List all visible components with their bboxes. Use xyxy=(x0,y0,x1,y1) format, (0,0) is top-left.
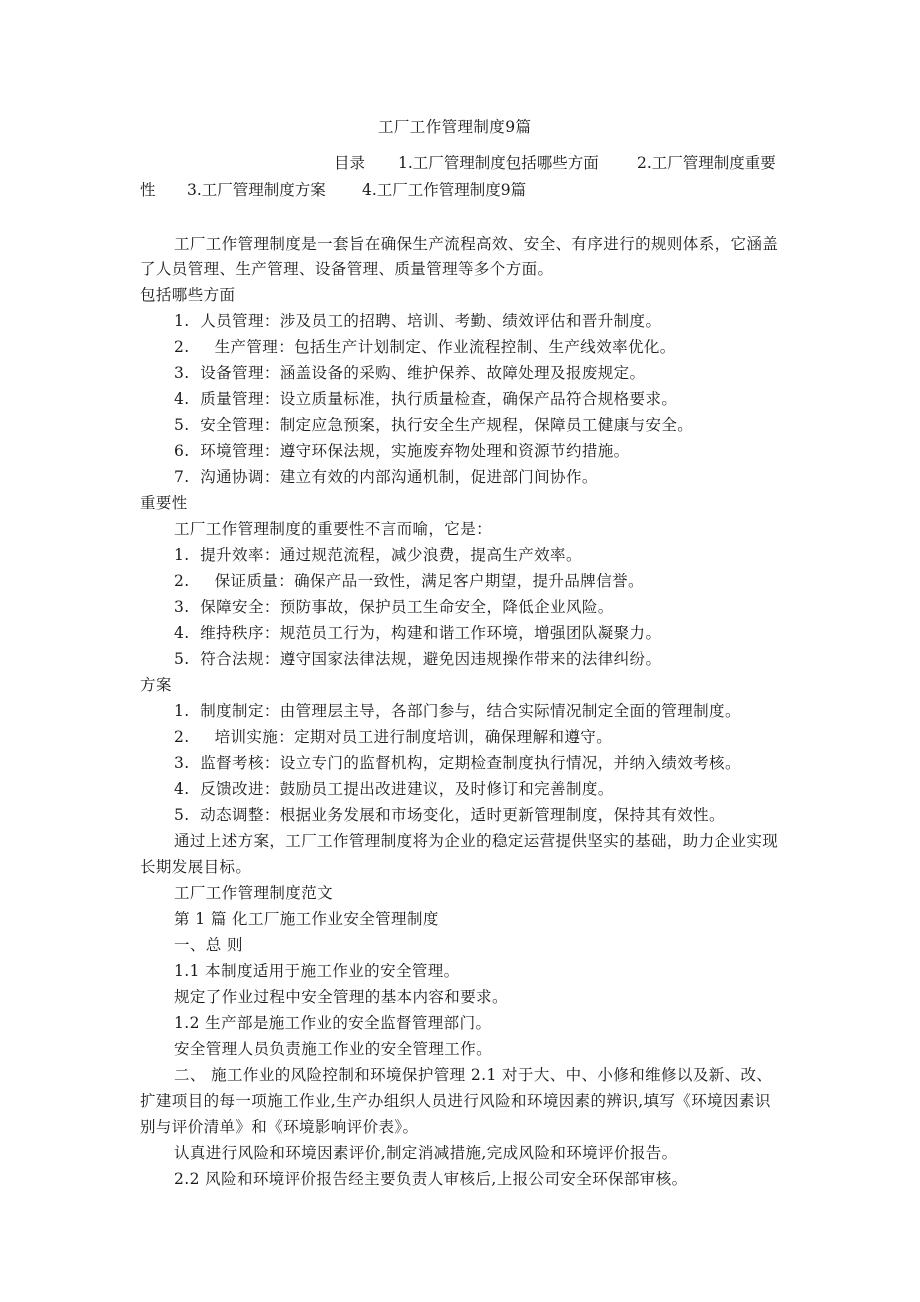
plan-conclusion-line-1: 通过上述方案，工厂工作管理制度将为企业的稳定运营提供坚实的基础，助力企业实现 xyxy=(174,832,779,850)
list-number: 5. xyxy=(174,806,190,824)
list-number: 4. xyxy=(174,624,190,642)
list-text: 保障安全：预防事故，保护员工生命安全，降低企业风险。 xyxy=(200,598,614,616)
list-text: 反馈改进：鼓励员工提出改进建议，及时修订和完善制度。 xyxy=(200,780,614,798)
list-text: 沟通协调：建立有效的内部沟通机制，促进部门间协作。 xyxy=(200,468,598,486)
list-text: 环境管理：遵守环保法规，实施废弃物处理和资源节约措施。 xyxy=(200,442,630,460)
list-text: 监督考核：设立专门的监督机构，定期检查制度执行情况，并纳入绩效考核。 xyxy=(200,754,741,772)
importance-list-item xyxy=(174,648,661,670)
list-number: 3. xyxy=(174,364,190,382)
importance-list-item xyxy=(174,622,661,644)
section-heading-plan: 方案 xyxy=(140,676,172,694)
sample-heading: 工厂工作管理制度范文 xyxy=(174,884,334,902)
chapter-title: 第 1 篇 化工厂施工作业安全管理制度 xyxy=(174,910,439,928)
plan-list-item xyxy=(174,726,612,748)
toc-item-2[interactable]: 2.工厂管理制度重要 xyxy=(637,154,776,172)
list-text: 人员管理：涉及员工的招聘、培训、考勤、绩效评估和晋升制度。 xyxy=(200,312,662,330)
list-text: 安全管理：制定应急预案，执行安全生产规程，保障员工健康与安全。 xyxy=(200,416,694,434)
list-text: 生产管理：包括生产计划制定、作业流程控制、生产线效率优化。 xyxy=(214,338,676,356)
plan-list-item xyxy=(174,752,741,774)
intro-paragraph-line-2: 了人员管理、生产管理、设备管理、质量管理等多个方面。 xyxy=(140,260,554,278)
plan-list-item xyxy=(174,804,725,826)
clause-2-1-detail: 认真进行风险和环境因素评价,制定消减措施,完成风险和环境评价报告。 xyxy=(174,1144,678,1162)
aspects-list-item xyxy=(174,310,661,332)
section-2-line-3: 别与评价清单》和《环境影响评价表》。 xyxy=(140,1118,419,1136)
list-text: 动态调整：根据业务发展和市场变化，适时更新管理制度，保持其有效性。 xyxy=(200,806,725,824)
aspects-list-item xyxy=(174,388,677,410)
list-number: 3. xyxy=(174,754,190,772)
clause-1-2-detail: 安全管理人员负责施工作业的安全管理工作。 xyxy=(174,1040,493,1058)
clause-1-2: 1.2 生产部是施工作业的安全监督管理部门。 xyxy=(174,1014,492,1032)
importance-intro: 工厂工作管理制度的重要性不言而喻，它是： xyxy=(174,520,493,538)
intro-paragraph-line-1: 工厂工作管理制度是一套旨在确保生产流程高效、安全、有序进行的规则体系，它涵盖 xyxy=(174,235,779,253)
list-number: 6. xyxy=(174,442,190,460)
list-text: 设备管理：涵盖设备的采购、维护保养、故障处理及报废规定。 xyxy=(200,364,646,382)
list-number: 2. xyxy=(174,338,190,356)
toc-item-3[interactable]: 3.工厂管理制度方案 xyxy=(187,181,326,199)
list-number: 7. xyxy=(174,468,190,486)
aspects-list-item xyxy=(174,440,630,462)
importance-list-item xyxy=(174,596,614,618)
plan-list-item xyxy=(174,700,741,722)
list-text: 维持秩序：规范员工行为，构建和谐工作环境，增强团队凝聚力。 xyxy=(200,624,662,642)
list-text: 保证质量：确保产品一致性，满足客户期望，提升品牌信誉。 xyxy=(214,572,644,590)
list-number: 1. xyxy=(174,546,190,564)
list-number: 4. xyxy=(174,390,190,408)
section-2-line-2: 扩建项目的每一项施工作业,生产办组织人员进行风险和环境因素的辨识,填写《环境因素识 xyxy=(140,1092,771,1110)
plan-conclusion-line-2: 长期发展目标。 xyxy=(140,858,252,876)
list-number: 2. xyxy=(174,572,190,590)
importance-list-item xyxy=(174,570,644,592)
list-number: 5. xyxy=(174,650,190,668)
general-heading: 一、总 则 xyxy=(174,936,243,954)
aspects-list-item xyxy=(174,466,598,488)
list-text: 制度制定：由管理层主导，各部门参与，结合实际情况制定全面的管理制度。 xyxy=(200,702,741,720)
plan-list-item xyxy=(174,778,614,800)
toc-item-1[interactable]: 1.工厂管理制度包括哪些方面 xyxy=(398,154,599,172)
clause-1-1: 1.1 本制度适用于施工作业的安全管理。 xyxy=(174,962,460,980)
list-text: 提升效率：通过规范流程，减少浪费，提高生产效率。 xyxy=(200,546,582,564)
list-text: 符合法规：遵守国家法律法规，避免因违规操作带来的法律纠纷。 xyxy=(200,650,662,668)
list-number: 1. xyxy=(174,312,190,330)
list-text: 培训实施：定期对员工进行制度培训，确保理解和遵守。 xyxy=(214,728,613,746)
importance-list-item xyxy=(174,544,582,566)
document-title: 工厂工作管理制度9篇 xyxy=(378,118,532,136)
toc-item-4[interactable]: 4.工厂工作管理制度9篇 xyxy=(362,181,527,199)
list-number: 2. xyxy=(174,728,190,746)
toc-label: 目录 xyxy=(334,154,366,172)
section-heading-aspects: 包括哪些方面 xyxy=(140,286,236,304)
clause-2-2: 2.2 风险和环境评价报告经主要负责人审核后,上报公司安全环保部审核。 xyxy=(174,1170,688,1188)
section-2-line-1: 二、 施工作业的风险控制和环境保护管理 2.1 对于大、中、小修和维修以及新、改、 xyxy=(174,1066,773,1084)
section-heading-importance: 重要性 xyxy=(140,494,188,512)
toc-item-2-cont[interactable]: 性 xyxy=(140,181,156,199)
list-number: 5. xyxy=(174,416,190,434)
list-number: 3. xyxy=(174,598,190,616)
list-number: 4. xyxy=(174,780,190,798)
list-number: 1. xyxy=(174,702,190,720)
aspects-list-item xyxy=(174,362,645,384)
list-text: 质量管理：设立质量标准，执行质量检查，确保产品符合规格要求。 xyxy=(200,390,678,408)
aspects-list-item xyxy=(174,336,676,358)
aspects-list-item xyxy=(174,414,693,436)
clause-1-1-detail: 规定了作业过程中安全管理的基本内容和要求。 xyxy=(174,988,508,1006)
